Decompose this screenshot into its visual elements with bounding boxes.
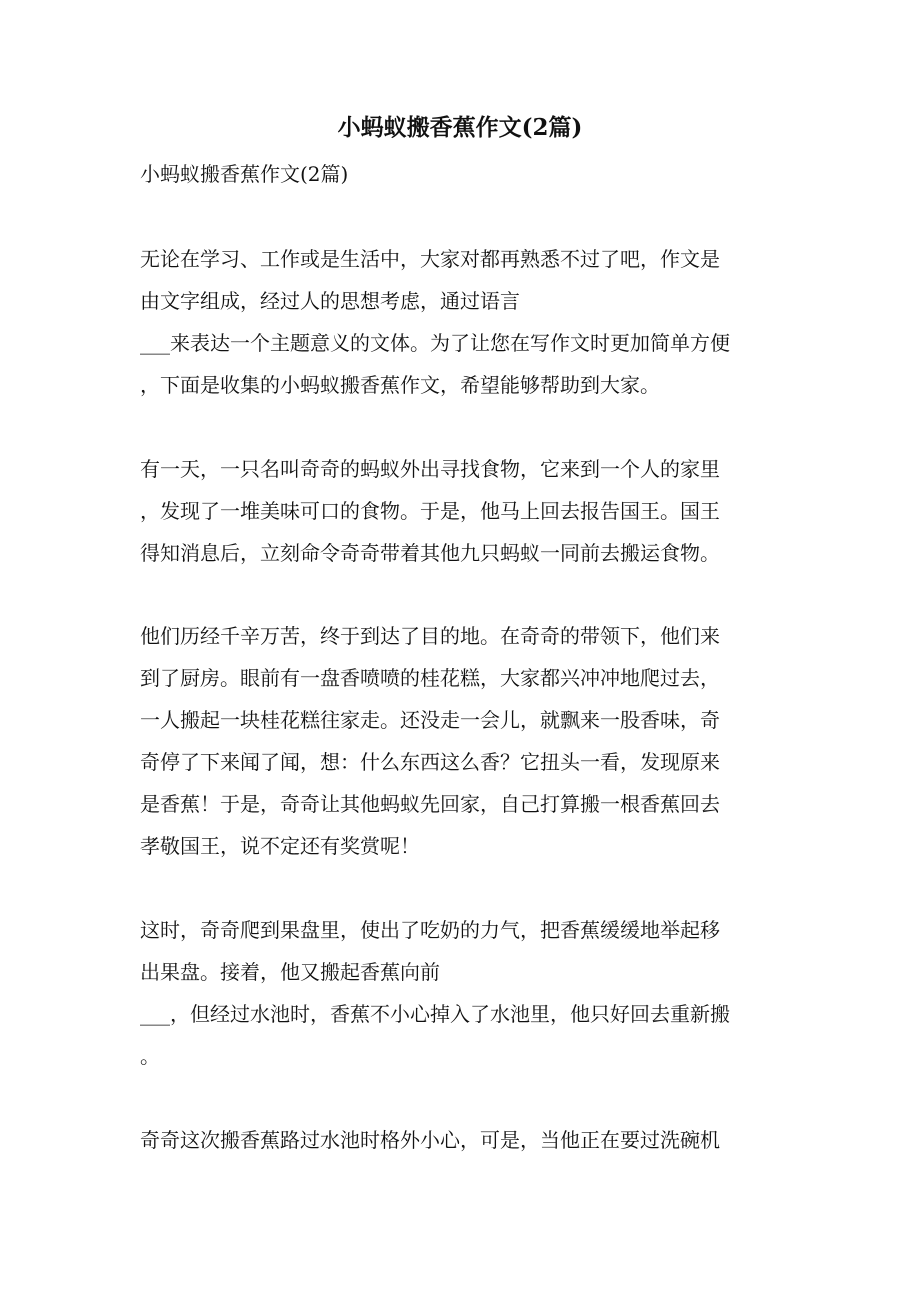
document-subtitle: 小蚂蚁搬香蕉作文(2篇): [140, 162, 349, 186]
paragraph-line: 到了厨房。眼前有一盘香喷喷的桂花糕，大家都兴冲冲地爬过去，: [140, 666, 720, 690]
paragraph-line: 有一天，一只名叫奇奇的蚂蚁外出寻找食物，它来到一个人的家里: [140, 457, 720, 481]
document-title: 小蚂蚁搬香蕉作文(2篇): [337, 114, 583, 141]
paragraph-line: 得知消息后，立刻命令奇奇带着其他九只蚂蚁一同前去搬运食物。: [140, 541, 720, 565]
paragraph-line: 这时，奇奇爬到果盘里，使出了吃奶的力气，把香蕉缓缓地举起移: [140, 918, 720, 942]
paragraph-line: 孝敬国王，说不定还有奖赏呢！: [140, 834, 420, 858]
paragraph-line: ，发现了一堆美味可口的食物。于是，他马上回去报告国王。国王: [140, 499, 720, 523]
paragraph-line: ___，但经过水池时，香蕉不小心掉入了水池里，他只好回去重新搬: [140, 1002, 730, 1026]
paragraph-line: 是香蕉！于是，奇奇让其他蚂蚁先回家，自己打算搬一根香蕉回去: [140, 792, 720, 816]
paragraph-line: 由文字组成，经过人的思想考虑，通过语言: [140, 289, 520, 313]
paragraph-line: 无论在学习、工作或是生活中，大家对都再熟悉不过了吧，作文是: [140, 247, 720, 271]
paragraph-line: 奇停了下来闻了闻，想：什么东西这么香？它扭头一看，发现原来: [140, 750, 720, 774]
paragraph-line: 。: [140, 1044, 160, 1068]
paragraph-line: 他们历经千辛万苦，终于到达了目的地。在奇奇的带领下，他们来: [140, 624, 720, 648]
paragraph-line: 出果盘。接着，他又搬起香蕉向前: [140, 960, 440, 984]
paragraph-line: 一人搬起一块桂花糕往家走。还没走一会儿，就飘来一股香味，奇: [140, 708, 720, 732]
paragraph-line: ，下面是收集的小蚂蚁搬香蕉作文，希望能够帮助到大家。: [140, 373, 660, 397]
paragraph-line: ___来表达一个主题意义的文体。为了让您在写作文时更加简单方便: [140, 331, 730, 355]
paragraph-line: 奇奇这次搬香蕉路过水池时格外小心，可是，当他正在要过洗碗机: [140, 1128, 720, 1152]
